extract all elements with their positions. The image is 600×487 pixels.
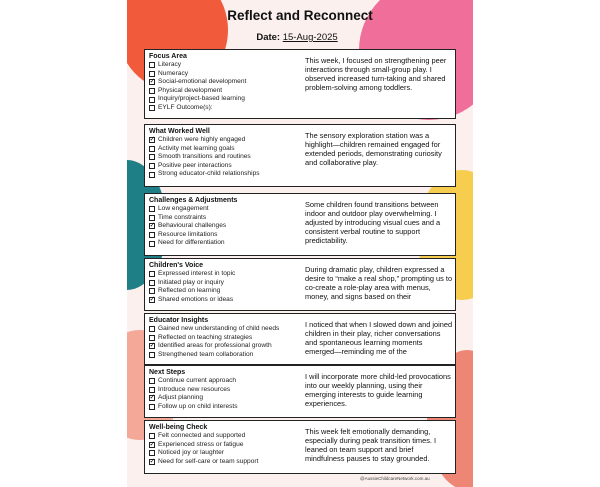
unchecked-checkbox[interactable] [149,433,155,439]
option-label: Shared emotions or ideas [158,295,234,303]
checked-checkbox[interactable] [149,137,155,143]
date-label: Date: [256,32,281,43]
section-checklist [149,369,299,411]
option-label: Low engagement [158,205,209,212]
unchecked-checkbox[interactable] [149,387,155,393]
unchecked-checkbox[interactable] [149,378,155,384]
section-reflection-text[interactable]: This week, I focused on strengthening peer interactions through small-group play. I observed increased turn-taking and shared problem-solving among toddlers. [305,56,447,92]
checklist-option[interactable] [149,205,299,214]
unchecked-checkbox[interactable] [149,71,155,77]
section-checklist [149,317,299,359]
option-label: Introduce new resources [158,385,231,393]
checked-checkbox[interactable] [149,223,155,229]
checklist-option[interactable] [149,170,299,179]
checklist-option[interactable] [149,296,299,305]
checked-checkbox[interactable] [149,297,155,303]
checklist-option[interactable] [149,222,299,231]
checked-checkbox[interactable] [149,459,155,465]
section-reflection-text[interactable]: I noticed that when I slowed down and joined children in their play, richer conversations and spontaneous learning moments emerged—reminding me of the [305,320,453,356]
option-label: Resource limitations [158,230,218,238]
section-checklist [149,128,299,179]
option-label: Continue current approach [158,377,237,384]
option-label: Children were highly engaged [158,136,246,143]
section-heading: Next Steps [149,369,186,376]
checklist-option[interactable] [149,70,299,79]
unchecked-checkbox[interactable] [149,62,155,68]
option-label: Positive peer interactions [158,161,232,169]
page-title: Reflect and Reconnect [227,8,373,23]
reflection-section [144,193,456,256]
unchecked-checkbox[interactable] [149,404,155,410]
checklist-option[interactable] [149,104,299,113]
checklist-option[interactable] [149,458,299,467]
checklist-option[interactable] [149,136,299,145]
reflection-section [144,420,456,474]
unchecked-checkbox[interactable] [149,163,155,169]
section-reflection-text[interactable]: Some children found transitions between indoor and outdoor play overwhelming. I adjusted by introducing visual cues and a consistent verbal routine to support predictability. [305,200,441,245]
checked-checkbox[interactable] [149,442,155,448]
option-label: Adjust planning [158,394,204,402]
checklist-option[interactable] [149,334,299,343]
unchecked-checkbox[interactable] [149,88,155,94]
option-label: Initiated play or inquiry [158,278,224,286]
section-reflection-text[interactable]: The sensory exploration station was a highlight—children remained engaged for extended periods, demonstrating curiosity and collaborative play. [305,131,442,167]
option-label: Reflected on learning [158,287,221,295]
option-label: Activity met learning goals [158,144,235,152]
option-label: Need for differentiation [158,239,225,247]
date-value[interactable]: 15-Aug-2025 [282,32,338,43]
checklist-option[interactable] [149,95,299,104]
option-label: Strengthened team collaboration [158,350,254,358]
section-heading: Challenges & Adjustments [149,197,238,204]
section-reflection-text[interactable]: During dramatic play, children expressed a desire to “make a real shop,” prompting us to co-create a role-play area with menus, money, and signs based on their [305,265,453,301]
checklist-option[interactable] [149,145,299,154]
option-label: Experienced stress or fatigue [158,440,244,448]
checked-checkbox[interactable] [149,79,155,85]
option-label: Behavioural challenges [158,222,227,230]
checklist-option[interactable] [149,325,299,334]
checklist-option[interactable] [149,78,299,87]
section-checklist [149,424,299,466]
reflection-section [144,258,456,311]
checklist-option[interactable] [149,386,299,395]
section-heading: Educator Insights [149,317,209,324]
checklist-option[interactable] [149,279,299,288]
option-label: Smooth transitions and routines [158,153,251,161]
unchecked-checkbox[interactable] [149,280,155,286]
checklist-option[interactable] [149,449,299,458]
unchecked-checkbox[interactable] [149,241,155,247]
option-label: Social-emotional development [158,78,247,86]
checklist-option[interactable] [149,239,299,248]
unchecked-checkbox[interactable] [149,172,155,178]
reflection-section [144,49,456,119]
checklist-option[interactable] [149,432,299,441]
date-line [127,32,473,43]
option-label: Time constraints [158,213,207,221]
checked-checkbox[interactable] [149,395,155,401]
checklist-option[interactable] [149,214,299,223]
option-label: Identified areas for professional growth [158,342,272,350]
section-checklist [149,262,299,304]
section-reflection-text[interactable]: This week felt emotionally demanding, especially during peak transition times. I leaned on team support and brief mindfulness pauses to stay grounded. [305,427,437,463]
option-label: Noticed joy or laughter [158,449,224,457]
footer-credit: @AussieChildcareNetwork.com.au [360,476,430,481]
option-label: Inquiry/project-based learning [158,95,245,103]
option-label: EYLF Outcome(s): [158,103,213,111]
checklist-option[interactable] [149,351,299,360]
option-label: Need for self-care or team support [158,457,259,465]
unchecked-checkbox[interactable] [149,326,155,332]
section-reflection-text[interactable]: I will incorporate more child-led provocations into our weekly planning, using their emerging interests to guide learning experiences. [305,372,451,408]
checklist-option[interactable] [149,441,299,450]
option-label: Literacy [158,61,182,68]
unchecked-checkbox[interactable] [149,206,155,212]
option-label: Gained new understanding of child needs [158,325,280,332]
option-label: Felt connected and supported [158,432,246,439]
section-checklist [149,197,299,248]
option-label: Strong educator-child relationships [158,170,260,178]
option-label: Reflected on teaching strategies [158,333,253,341]
checklist-option[interactable] [149,394,299,403]
unchecked-checkbox[interactable] [149,97,155,103]
unchecked-checkbox[interactable] [149,154,155,160]
checklist-option[interactable] [149,287,299,296]
checklist-option[interactable] [149,162,299,171]
section-heading: Children's Voice [149,262,204,269]
reflection-section [144,124,456,187]
unchecked-checkbox[interactable] [149,232,155,238]
option-label: Physical development [158,86,223,94]
checklist-option[interactable] [149,270,299,279]
checklist-option[interactable] [149,153,299,162]
unchecked-checkbox[interactable] [149,288,155,294]
section-heading: Focus Area [149,53,187,60]
reflection-section [144,365,456,418]
reflection-section [144,313,456,365]
unchecked-checkbox[interactable] [149,215,155,221]
checklist-option[interactable] [149,87,299,96]
checklist-option[interactable] [149,231,299,240]
section-heading: What Worked Well [149,128,210,135]
option-label: Numeracy [158,69,189,77]
option-label: Follow up on child interests [158,402,238,410]
unchecked-checkbox[interactable] [149,335,155,341]
checklist-option[interactable] [149,377,299,386]
checklist-option[interactable] [149,61,299,70]
unchecked-checkbox[interactable] [149,105,155,111]
section-heading: Well-being Check [149,424,208,431]
unchecked-checkbox[interactable] [149,146,155,152]
unchecked-checkbox[interactable] [149,450,155,456]
unchecked-checkbox[interactable] [149,352,155,358]
checked-checkbox[interactable] [149,343,155,349]
section-checklist [149,53,299,113]
unchecked-checkbox[interactable] [149,271,155,277]
checklist-option[interactable] [149,403,299,412]
option-label: Expressed interest in topic [158,270,236,277]
checklist-option[interactable] [149,342,299,351]
